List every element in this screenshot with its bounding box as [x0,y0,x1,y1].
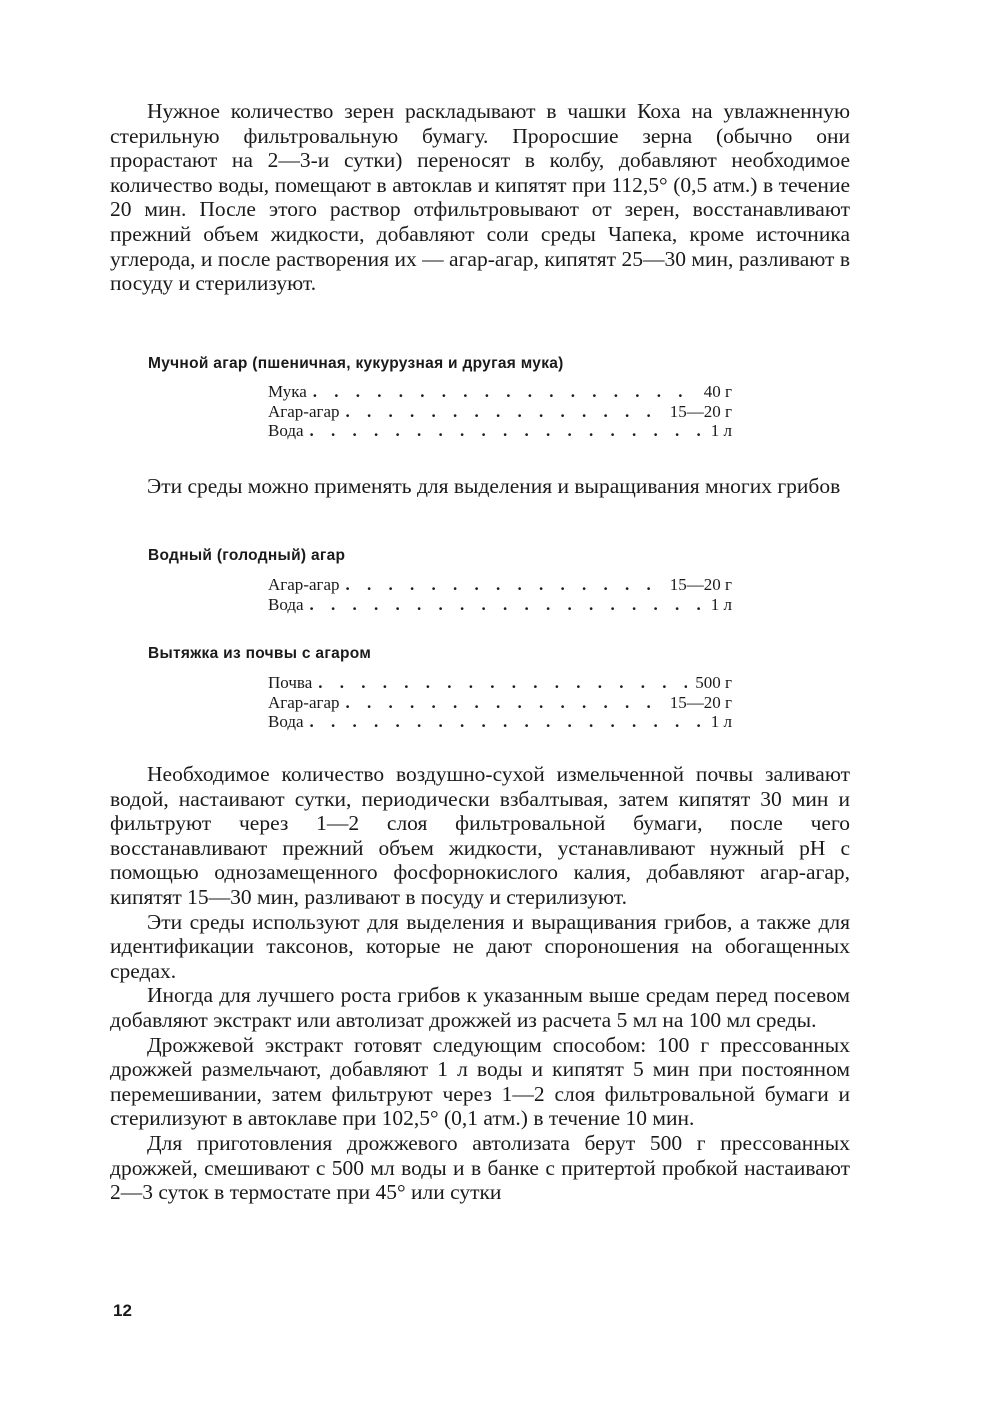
ingredient-amount: 40 г [703,382,732,401]
ingredient-row [268,693,732,713]
paragraph-yeast-addition: Иногда для лучшего роста грибов к указанным выше средам перед посевом добавляют экстракт или автолизат дрожжей из расчета 5 мл на 100 мл среды. [110,983,850,1032]
recipe-title-flour-agar: Мучной агар (пшеничная, кукурузная и другая мука) [148,355,564,372]
ingredient-row [268,402,732,422]
page-number: 12 [113,1301,132,1320]
ingredient-name: Вода [268,712,304,732]
ingredient-amount: 1 л [710,712,732,732]
between-note: Эти среды можно применять для выделения и выращивания многих грибов [147,474,841,498]
leader-dots [346,402,662,422]
leader-dots [313,382,696,402]
ingredient-amount: 1 л [710,421,732,441]
ingredient-row [268,382,732,402]
ingredient-name: Мука [268,382,307,401]
recipe-title-water-agar: Водный (голодный) агар [148,547,346,564]
recipe-title-soil-extract: Вытяжка из почвы с агаром [148,645,372,662]
ingredient-row [268,575,732,595]
ingredient-name: Вода [268,594,304,614]
body-text-block [0,762,850,1205]
recipe-water-agar [268,575,732,614]
ingredient-amount: 500 г [695,673,732,692]
ingredient-row [268,712,732,732]
leader-dots [310,421,703,441]
ingredient-row [268,673,732,693]
ingredient-amount: 15—20 г [669,692,732,712]
leader-dots [346,693,662,713]
intro-paragraph: Нужное количество зерен раскладывают в чашки Коха на увлажненную стерильную фильтровальную бумагу. Проросшие зерна (обычно они прорастают на 2—3-и сутки) переносят в колбу, добавляют необходимое количество воды, помещают в автоклав и кипятят при 112,5° (0,5 атм.) в течение 20 мин. После этого раствор отфильтровывают от зерен, восстанавливают прежний объем жидкости, добавляют соли среды Чапека, кроме источника углерода, и после растворения их — агар-агар, кипятят 25—30 мин, разливают в посуду и стерилизуют. [110,99,850,296]
paragraph-yeast-extract: Дрожжевой экстракт готовят следующим способом: 100 г прессованных дрожжей размельчают, добавляют 1 л воды и кипятят 5 мин при постоянном перемешивании, затем фильтруют через 1—2 слоя фильтровальной бумаги и стерилизуют в автоклаве при 102,5° (0,1 атм.) в течение 10 мин. [110,1032,850,1131]
leader-dots [310,712,703,732]
paragraph-yeast-autolysate: Для приготовления дрожжевого автолизата берут 500 г прессованных дрожжей, смешивают с 500 мл воды и в банке с притертой пробкой настаивают 2—3 суток в термостате при 45° или сутки [110,1130,850,1205]
recipe-flour-agar [268,382,732,441]
ingredient-name: Агар-агар [268,692,340,712]
ingredient-amount: 15—20 г [669,575,732,594]
ingredient-amount: 1 л [710,594,732,614]
ingredient-amount: 15—20 г [669,401,732,421]
leader-dots [310,595,703,615]
recipe-soil-extract [268,673,732,732]
ingredient-row [268,595,732,615]
ingredient-name: Почва [268,673,313,692]
leader-dots [318,673,687,693]
paragraph-usage: Эти среды используют для выделения и выращивания грибов, а также для идентификации таксонов, которые не дают спороношения на обогащенных средах. [110,909,850,983]
ingredient-row [268,421,732,441]
ingredient-name: Агар-агар [268,575,340,594]
ingredient-name: Агар-агар [268,401,340,421]
ingredient-name: Вода [268,421,304,441]
paragraph-soil-prep: Необходимое количество воздушно-сухой измельченной почвы заливают водой, настаивают сутки, периодически взбалтывая, затем кипятят 30 мин и фильтруют через 1—2 слоя фильтровальной бумаги, после чего восстанавливают прежний объем жидкости, устанавливают нужный pH с помощью однозамещенного фосфорнокислого калия, добавляют агар-агар, кипятят 15—30 мин, разливают в посуду и стерилизуют. [110,762,850,909]
leader-dots [346,575,662,595]
